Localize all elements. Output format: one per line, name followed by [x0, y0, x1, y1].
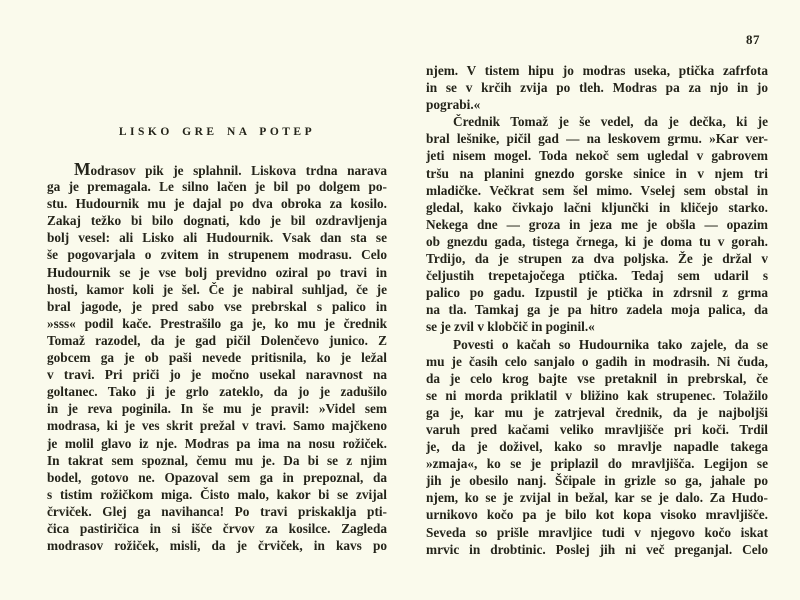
text-line: pograbi.«: [426, 97, 481, 113]
text-line: s tistim rožičkom miga. Čisto malo, kakor bi se zvijal: [47, 486, 387, 502]
text-line: Modrasov pik je splahnil. Liskova trdna narava: [74, 161, 387, 179]
text-line: Trdijo, da je strupen za dva poljska. Že je držal v: [426, 251, 768, 267]
text-line: urnikovo kočo pa je bilo kot kopa visoko mravljišče.: [426, 507, 768, 523]
text-line: se je zvil v klobčič in poginil.«: [426, 319, 595, 335]
text-line: »zmaja«, ko se je priplazil do mravljišča. Legijon se: [426, 456, 768, 472]
text-line: jeti nisem mogel. Toda nekoč sem ugledal v gabrovem: [426, 148, 768, 164]
text-line: je molil glavo iz nje. Modras pa ima na nosu rožiček.: [47, 435, 387, 451]
text-line: In takrat sem spoznal, čemu mu je. Da bi se z njim: [47, 452, 387, 468]
left-column-text: [47, 161, 387, 554]
text-line: gobcem ga je ob paši nevede pritisnila, ko je ležal: [47, 350, 387, 366]
text-line: Nekega dne — groza in jeza me je obšla — opazim: [426, 216, 768, 232]
text-line: bodel, gotovo ne. Opazoval sem ga in prepoznal, da: [47, 469, 387, 485]
text-line: bral lešnike, pičil gad — na leskovem grmu. »Kar ver-: [426, 131, 768, 147]
text-line: Zakaj težko bi bilo dognati, kdo je bil ozdravljenja: [47, 213, 387, 229]
text-line: Črednik Tomaž je še vedel, da je dečka, ki je: [453, 114, 768, 130]
text-line: njem. V tistem hipu jo modras useka, ptička zafrfota: [426, 63, 768, 78]
text-line: palico po gadu. Izpustil je ptička in zdrsnil z grma: [426, 285, 768, 301]
left-column: [47, 126, 387, 554]
text-line: modrasa, ki je ves skrit prežal v travi. Samo majčkeno: [47, 418, 387, 434]
text-line: Tomaž razodel, da je gad pičil Dolenčevo junico. Z: [47, 332, 387, 348]
text-line: hosti, kamor koli je šel. Če je nabiral suhljad, če je: [47, 281, 387, 297]
text-line: še pogovarjala o zvitem in strupenem modrasu. Celo: [47, 247, 387, 263]
text-line: Hudournik se je vse bolj previdno oziral po travi in: [47, 264, 387, 280]
text-line: čica pastiričica in si išče črvov za kosilce. Zagleda: [47, 520, 387, 536]
text-line: in se v krčih zvija po tleh. Modras pa za njo in jo: [426, 80, 768, 96]
text-line: stu. Hudournik mu je dajal po dva obroka za kosilo.: [47, 196, 387, 212]
right-column: [426, 62, 768, 558]
text-line: Seveda so prišle mravljice tudi v njegovo kočo iskat: [426, 524, 768, 540]
text-line: goltanec. Tako ji je grlo zateklo, da jo je zadušilo: [47, 384, 387, 400]
text-line: v travi. Pri priči jo je močno usekal naravnost na: [47, 367, 387, 383]
text-line: tršu na planini gnezdo gorske sinice in v njem tri: [426, 165, 768, 181]
text-line: bral jagode, je pred sabo vse prebrskal s palico in: [47, 298, 387, 314]
text-line: ob gnezdu gada, tistega črnega, ki je doma tu v gorah.: [426, 233, 768, 249]
page-number: 87: [746, 32, 760, 47]
chapter-title: LISKO GRE NA POTEP: [118, 126, 316, 138]
text-line: na tla. Tamkaj ga je pa hitro zadela moja palica, da: [426, 302, 768, 318]
text-line: jih je obesilo nanj. Ščipale in grizle so ga, jahale po: [426, 473, 768, 489]
text-line: črviček. Glej ga navihanca! Po travi priskaklja pti-: [47, 503, 387, 519]
text-line: njem, ko se je zvijal in bežal, kar se je dalo. Za Hudo-: [426, 490, 768, 506]
text-line: ga je premagala. Le silno lačen je bil po dolgem po-: [47, 179, 387, 195]
text-line: mu je časih celo sanjalo o gadih in modrasih. Ni čuda,: [426, 353, 768, 369]
text-line: čeljustih trepetajočega ptička. Tedaj sem udaril s: [426, 268, 768, 284]
right-column-text: [426, 62, 768, 558]
text-line: varuh pred kačami veliko mravljišče pri koči. Trdil: [426, 421, 768, 437]
text-line: gledal, kako čivkajo lačni kljunčki in kličejo starko.: [426, 199, 768, 215]
text-line: da je celo krog bajte vse pretaknil in prebrskal, če: [426, 370, 768, 386]
text-line: »sss« podil kače. Prestrašilo ga je, ko mu je črednik: [47, 315, 387, 331]
text-line: in je reva poginila. In še mu je pravil: »Videl sem: [47, 401, 387, 417]
text-line: je, da je doživel, kako so mravlje napadle takega: [426, 439, 768, 455]
text-line: Povesti o kačah so Hudournika tako zajele, da se: [453, 336, 768, 352]
text-line: se ni morda priklatil v bližino kak strupenec. Tolažilo: [426, 387, 768, 403]
text-line: modrasov rožiček, misli, da je črviček, in kavs po: [47, 538, 387, 554]
text-line: mrvic in drobtinic. Poslej jih ni več preganjal. Celo: [426, 541, 768, 557]
text-line: ga je, kar mu je zatrjeval črednik, da je najboljši: [426, 404, 768, 420]
text-line: mladičke. Večkrat sem šel mimo. Vselej sem obstal in: [426, 182, 768, 198]
text-line: bolj vesel: ali Lisko ali Hudournik. Vsak dan sta se: [47, 230, 387, 246]
